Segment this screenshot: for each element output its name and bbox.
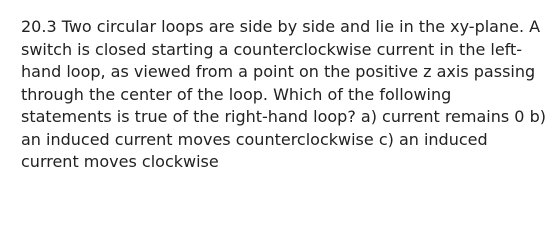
question-text: 20.3 Two circular loops are side by side and lie in the xy-plane. A switch is closed starting a counterclockwise current in the left-hand loop, as viewed from a point on the positive z axis passing through the center of the loop. Which of the following statements is true of the right-hand loop? a) current remains 0 b) an induced current moves counterclockwise c) an induced current moves clockwise [21, 17, 546, 171]
